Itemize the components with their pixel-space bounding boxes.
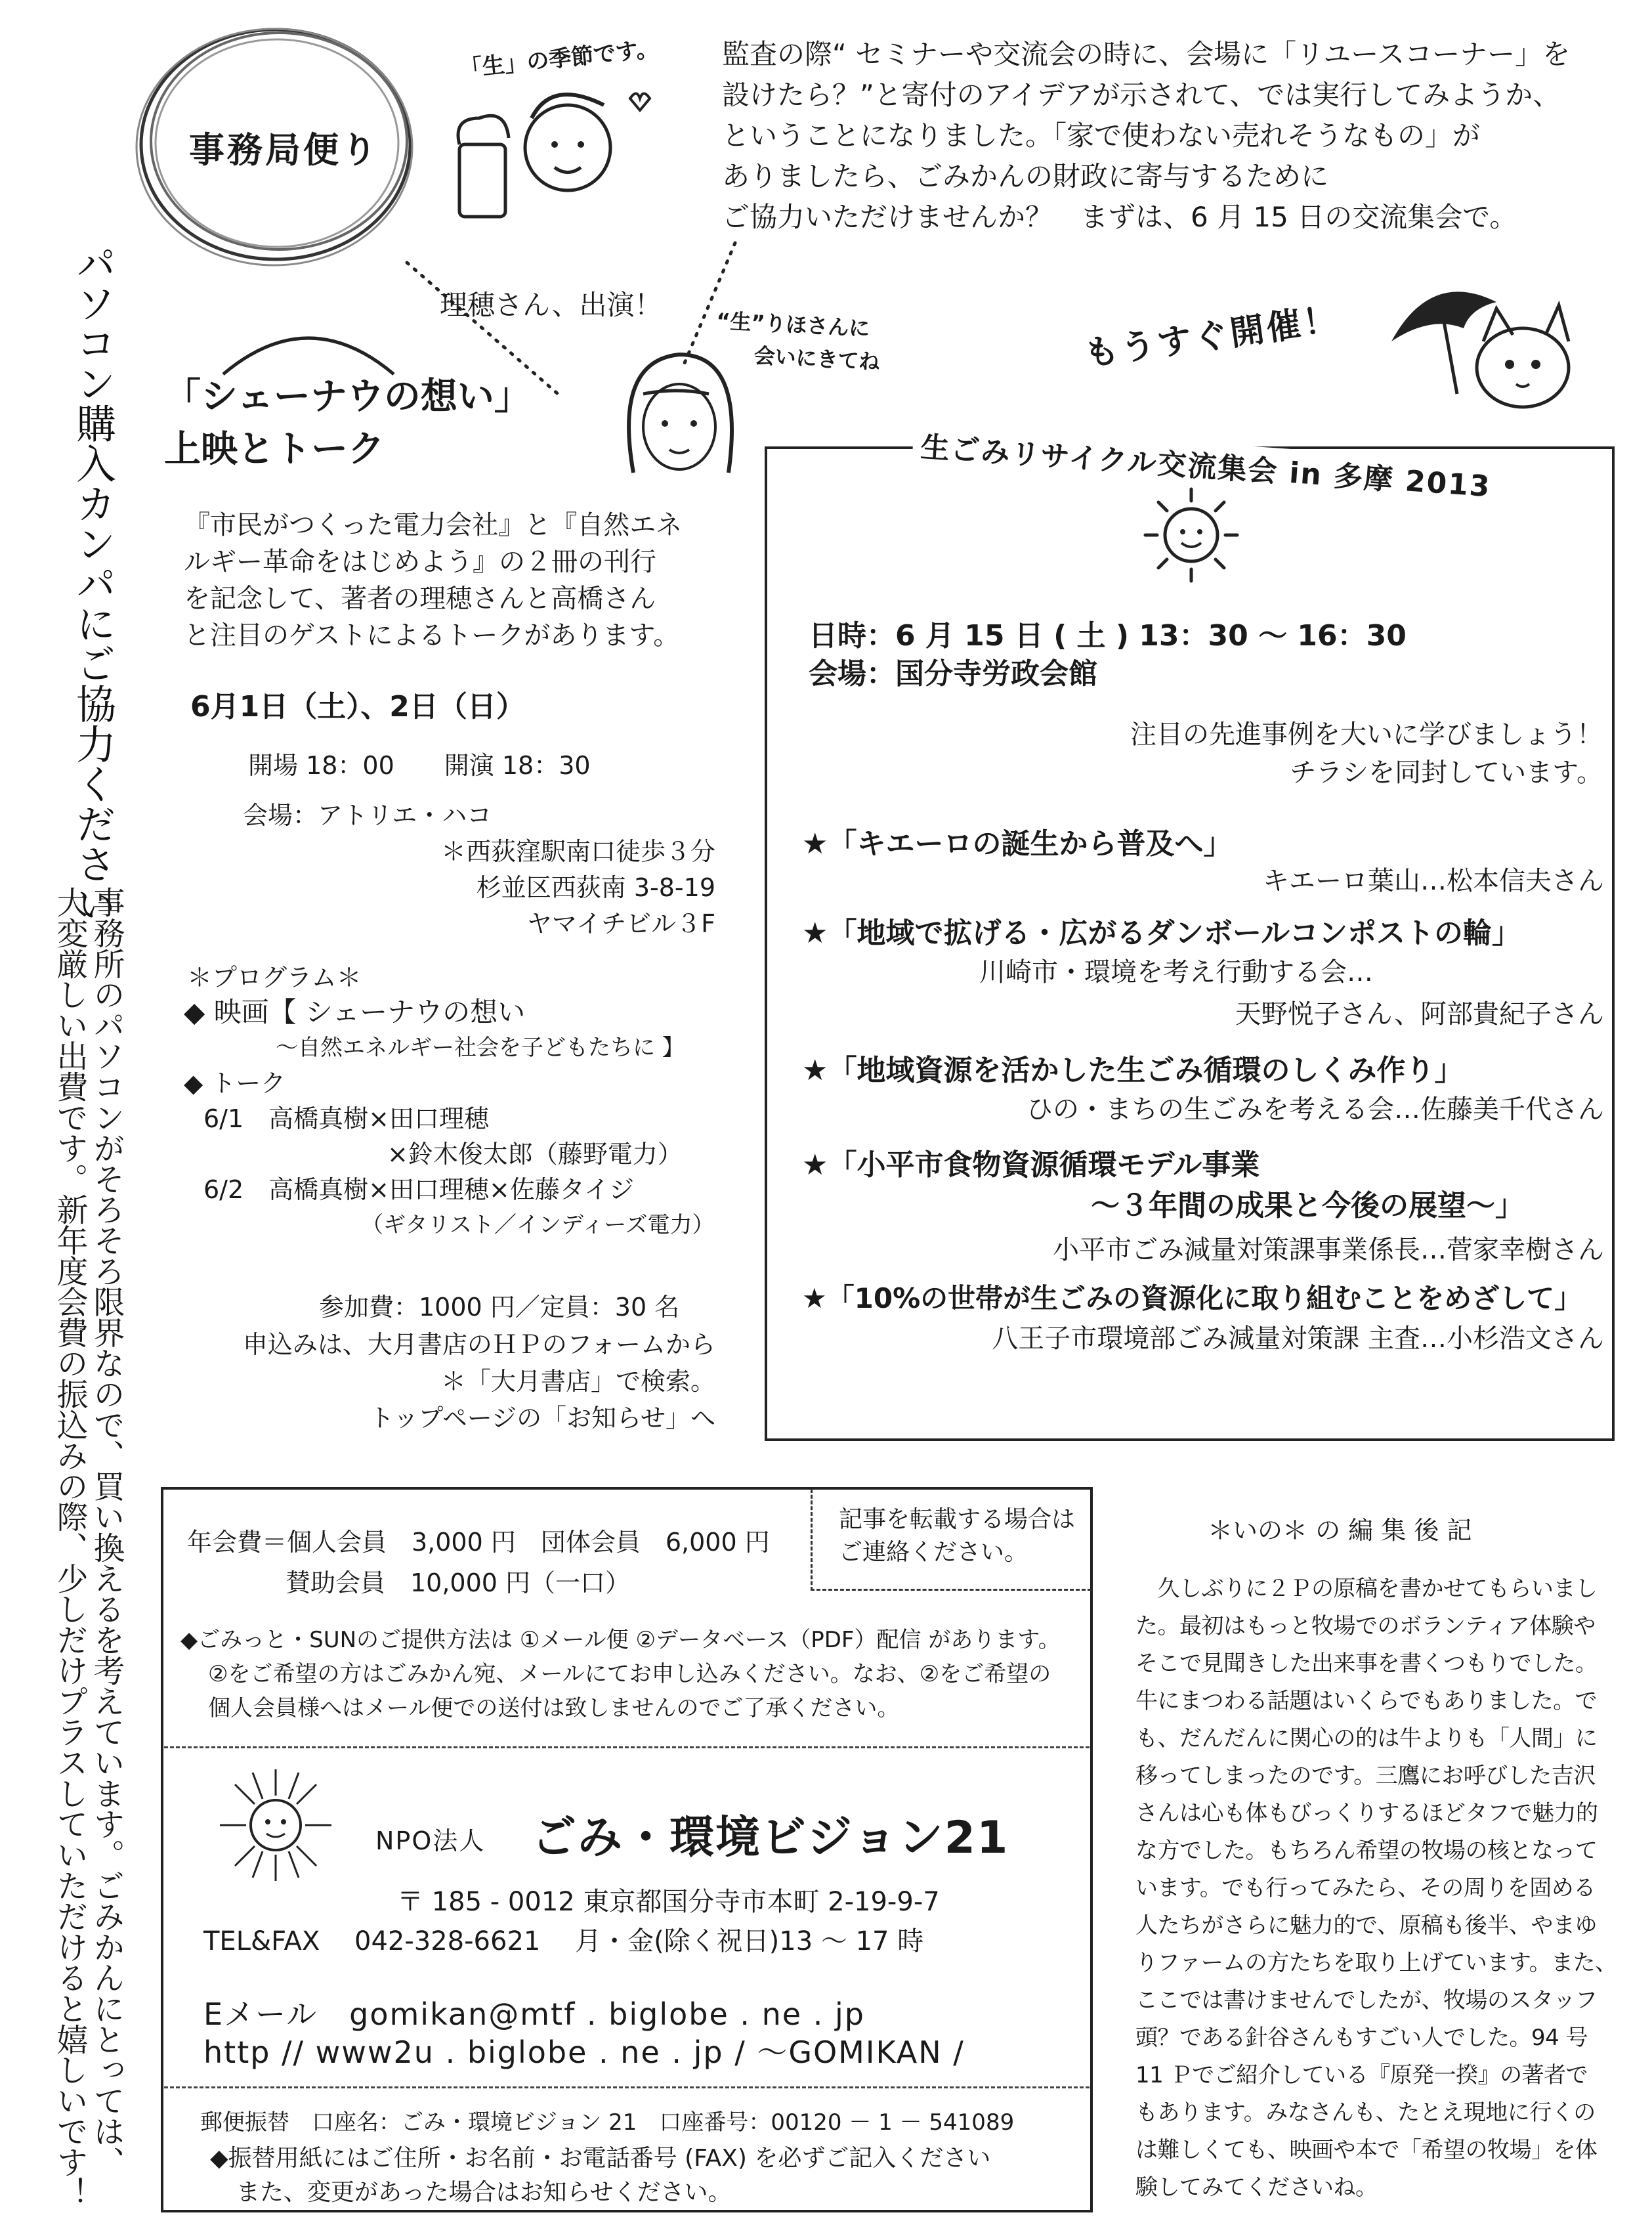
fee-line: 年会費＝個人会員 3,000 円 団体会員 6,000 円 xyxy=(187,1528,770,1557)
editor-line: 久しぶりに２Ｐの原稿を書かせてもらいまし xyxy=(1135,1576,1598,1602)
talk-item xyxy=(802,826,1604,906)
org-address: 〒 185 - 0012 東京都国分寺市本町 2-19-9-7 xyxy=(397,1887,940,1917)
talk-item xyxy=(802,1050,1604,1136)
film-intro-line: を記念して、著者の理穂さんと高橋さん xyxy=(184,584,656,614)
film-venue xyxy=(243,798,715,942)
office-news-line: 設けたら？”と寄付のアイデアが示されて、では実行してみようか、 xyxy=(722,79,1561,111)
office-news-text xyxy=(722,34,1570,238)
talk-item xyxy=(802,1279,1604,1364)
meeting-lead xyxy=(809,716,1603,792)
campaign-text-col2: 大変厳しい出費です。新年度会費の振込みの際、少しだけプラスしていただけると嬉しいです！ xyxy=(51,886,88,2208)
program-list xyxy=(184,995,715,1243)
talk-speaker: ひの・まちの生ごみを考える会…佐藤美千代さん xyxy=(1027,1094,1604,1125)
venue-line: 杉並区西荻南 3-8-19 xyxy=(476,873,715,902)
org-name: ごみ・環境ビジョン21 xyxy=(532,1812,1009,1864)
meet-riho-note xyxy=(714,304,883,378)
program-item: ～自然エネルギー社会を子どもたちに 】 xyxy=(276,1035,685,1061)
divider xyxy=(164,2086,1090,2088)
meet-note-line: 会いにきてね xyxy=(753,343,881,375)
apply-line: トップページの「お知らせ」へ xyxy=(369,1404,715,1433)
talk-title: ★「地域資源を活かした生ごみ循環のしくみ作り」 xyxy=(802,1054,1464,1087)
beer-people-illustration xyxy=(446,72,643,230)
program-item: ◆ 映画【 シェーナウの想い xyxy=(184,996,526,1028)
talk-speaker: 川崎市・環境を考え行動する会… xyxy=(979,957,1373,987)
postal-note xyxy=(210,2142,990,2210)
talk-title: ★「キエーロの誕生から普及へ」 xyxy=(802,827,1233,861)
program-item: ×鈴木俊太郎（藤野電力） xyxy=(387,1140,683,1169)
cat-umbrella-illustration xyxy=(1385,263,1582,433)
film-times: 開場 18：00 開演 18：30 xyxy=(248,751,591,780)
meet-note-line: “生”りほさんに xyxy=(715,308,871,341)
postal-note-line: ◆振替用紙にはご住所・お名前・お電話番号 (FAX) を必ずご記入ください xyxy=(210,2145,991,2172)
org-tel: TEL&FAX 042-328-6621 月・金(除く祝日)13 ～ 17 時 xyxy=(203,1926,924,1956)
program-item: ◆ トーク xyxy=(184,1069,286,1098)
film-title: 「シェーナウの想い」 xyxy=(164,376,531,418)
talk-title: ★「10%の世帯が生ごみの資源化に取り組むことをめざして」 xyxy=(802,1282,1582,1314)
talk-speaker: 小平市ごみ減量対策課事業係長…菅家幸樹さん xyxy=(1053,1235,1604,1265)
editor-line: 11 Ｐでご紹介している『原発一揆』の著者で xyxy=(1135,2062,1588,2088)
season-bubble-text: 「生」の季節です。 xyxy=(459,35,660,83)
office-news-line: ご協力いただけませんか？ まずは、6 月 15 日の交流集会で。 xyxy=(722,201,1517,233)
venue-line: ヤマイチビル３F xyxy=(526,909,715,938)
apply-line: ＊「大月書店」で検索。 xyxy=(440,1367,715,1396)
film-intro-line: 『市民がつくった電力会社』と『自然エネ xyxy=(184,510,683,540)
editor-line: さんは心も体もびっくりするほどタフで魅力的 xyxy=(1135,1800,1598,1826)
delivery-line: 個人会員様へはメール便での送付は致しませんのでご了承ください。 xyxy=(208,1695,900,1721)
editor-line: そこで見聞きした出来事を書くつもりでした。 xyxy=(1135,1650,1598,1677)
editor-line: 人たちがさらに魅力的で、原稿も後半、やまゆ xyxy=(1135,1912,1597,1939)
talk-item xyxy=(802,914,1604,1044)
org-email: Eメール gomikan@mtf . biglobe . ne . jp xyxy=(203,1996,865,2032)
editor-line: も、だんだんに関心の的は牛よりも「人間」に xyxy=(1135,1725,1598,1752)
postal-note-line: また、変更があった場合はお知らせください。 xyxy=(236,2179,732,2206)
office-news-line: 監査の際“ セミナーや交流会の時に、会場に「リユースコーナー」を xyxy=(722,38,1571,70)
meeting-datetime: 日時：6 月 15 日 ( 土 ) 13：30 ～ 16：30 xyxy=(809,619,1407,653)
delivery-line: ◆ごみっと・SUNのご提供方法は ①メール便 ②データベース（PDF）配信 があります。 xyxy=(180,1627,1061,1653)
reprint-line: ご連絡ください。 xyxy=(839,1539,1028,1566)
talk-speaker: 天野悦子さん、阿部貴紀子さん xyxy=(1235,999,1604,1029)
program-item: 6/1 高橋真樹×田口理穂 xyxy=(203,1104,489,1133)
lead-line: 注目の先進事例を大いに学びましょう！ xyxy=(1130,720,1603,750)
film-subtitle: 上映とトーク xyxy=(164,428,385,471)
editor-line: は難しくても、映画や本で「希望の牧場」を体 xyxy=(1135,2137,1598,2163)
office-news-line: ありましたら、ごみかんの財政に寄与するために xyxy=(722,160,1329,192)
coming-soon-text: もうすぐ開催！ xyxy=(1082,299,1343,374)
editor-line: もあります。みなさんも、たとえ現地に行くの xyxy=(1135,2100,1596,2126)
editor-line: 牛にまつわる話題はいくらでもありました。で xyxy=(1135,1688,1598,1714)
film-dates: 6月1日（土）、2日（日） xyxy=(190,690,525,723)
venue-line: 会場：アトリエ・ハコ xyxy=(243,801,492,830)
film-intro-line: と注目のゲストによるトークがあります。 xyxy=(184,620,680,651)
editor-line: ここでは書けませんでしたが、牧場のスタッフ xyxy=(1135,1987,1598,2014)
talk-speaker: キエーロ葉山…松本信夫さん xyxy=(1263,866,1604,896)
reprint-note-box xyxy=(811,1489,1091,1591)
office-news-badge: 事務局便り xyxy=(189,129,379,171)
film-fee: 参加費：1000 円／定員：30 名 xyxy=(319,1293,680,1322)
editor-note-body xyxy=(1135,1570,1617,2207)
editor-line: 頭？である針谷さんもすごい人でした。94 号 xyxy=(1135,2025,1588,2051)
talk-title: ★「地域で拡げる・広がるダンボールコンポストの輪」 xyxy=(802,916,1521,950)
editor-line: います。でも行ってみたら、その周りを固める xyxy=(1135,1875,1596,1901)
meeting-title: 生ごみリサイクル交流集会 in 多摩 2013 xyxy=(912,423,1500,506)
program-heading: ＊プログラム＊ xyxy=(187,963,362,992)
editor-line: りファームの方たちを取り上げています。また、 xyxy=(1135,1950,1617,1976)
film-apply xyxy=(184,1326,715,1436)
venue-line: ＊西荻窪駅南口徒歩３分 xyxy=(440,837,715,866)
org-prefix: NPO法人 xyxy=(375,1826,486,1855)
org-sun-logo xyxy=(217,1766,335,1884)
talk-title-cont: ～３年間の成果と今後の展望～」 xyxy=(1091,1189,1524,1222)
talk-speaker: 八王子市環境部ごみ減量対策課 主査…小杉浩文さん xyxy=(992,1324,1604,1354)
editor-line: た。最初はもっと牧場でのボランティア体験や xyxy=(1135,1613,1596,1639)
talk-item xyxy=(802,1145,1604,1276)
office-news-line: ということになりました。「家で使わない売れそうなもの」が xyxy=(722,119,1481,152)
campaign-heading: パソコン購入カンパにご協力ください xyxy=(70,243,116,924)
membership-fees xyxy=(187,1522,770,1603)
editor-line: な方でした。もちろん希望の牧場の核となって xyxy=(1135,1838,1598,1864)
film-callout: 理穂さん、出演！ xyxy=(440,289,662,321)
apply-line: 申込みは、大月書店のＨＰのフォームから xyxy=(242,1330,715,1359)
delivery-info xyxy=(180,1623,1061,1725)
editor-line: 験してみてくださいね。 xyxy=(1135,2174,1378,2201)
org-url: http // www2u . biglobe . ne . jp / ～GOMIKAN / xyxy=(203,2035,965,2070)
film-intro xyxy=(184,507,682,654)
fee-line: 賛助会員 10,000 円（一口） xyxy=(286,1568,631,1597)
film-intro-line: ルギー革命をはじめよう』の２冊の刊行 xyxy=(184,547,656,577)
talk-title: ★「小平市食物資源循環モデル事業 xyxy=(802,1148,1260,1182)
meeting-place: 会場：国分寺労政会館 xyxy=(809,657,1097,691)
editor-note-title: ＊いの＊ の 編 集 後 記 xyxy=(1208,1516,1472,1545)
campaign-text-col1: 事務所のパソコンがそろそろ限界なので、買い換えるを考えています。ごみかんにとっては、 xyxy=(88,886,125,2177)
delivery-line: ②をご希望の方はごみかん宛、メールにてお申し込みください。なお、②をご希望の xyxy=(208,1661,1051,1687)
sun-icon xyxy=(1135,483,1247,588)
editor-line: 移ってしまったのです。三鷹にお呼びした吉沢 xyxy=(1135,1763,1596,1789)
divider xyxy=(164,1746,1090,1748)
postal-account: 郵便振替 口座名：ごみ・環境ビジョン 21 口座番号：00120 － 1 － 541089 xyxy=(200,2109,1015,2136)
program-item: （ギタリスト／インディーズ電力） xyxy=(361,1212,715,1238)
talk-list xyxy=(802,826,1604,1364)
reprint-line: 記事を転載する場合は xyxy=(839,1506,1076,1533)
lead-line: チラシを同封しています。 xyxy=(1290,758,1603,788)
program-item: 6/2 高橋真樹×田口理穂×佐藤タイジ xyxy=(203,1175,635,1204)
